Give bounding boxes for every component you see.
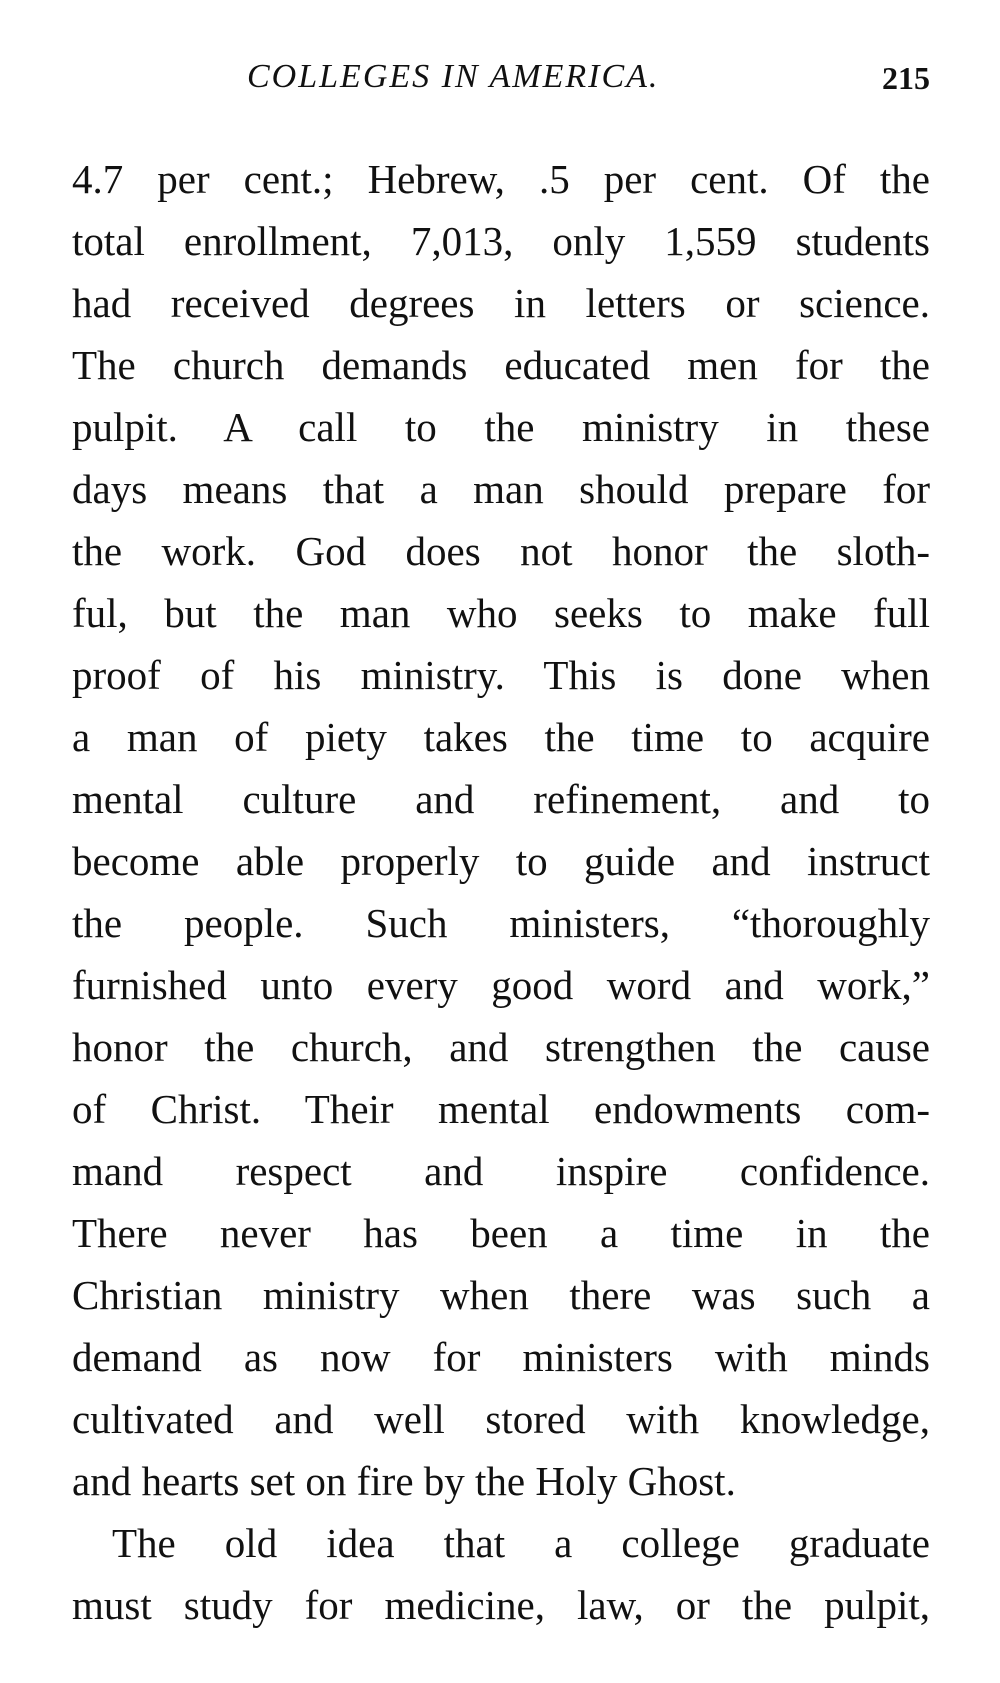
body-text xyxy=(72,148,930,1636)
text-line: had received degrees in letters or science. xyxy=(72,280,930,326)
text-line: There never has been a time in the xyxy=(72,1210,930,1256)
text-line: and hearts set on fire by the Holy Ghost. xyxy=(72,1458,736,1504)
text-line: pulpit. A call to the ministry in these xyxy=(72,404,930,450)
text-line: a man of piety takes the time to acquire xyxy=(72,714,930,760)
text-line: the work. God does not honor the sloth- xyxy=(72,528,930,574)
text-line: proof of his ministry. This is done when xyxy=(72,652,930,698)
text-line: demand as now for ministers with minds xyxy=(72,1334,930,1380)
text-line: must study for medicine, law, or the pulpit, xyxy=(72,1582,930,1628)
text-line: of Christ. Their mental endowments com- xyxy=(72,1086,930,1132)
running-title: COLLEGES IN AMERICA. xyxy=(247,58,660,95)
page-number: 215 xyxy=(882,60,930,96)
text-line: the people. Such ministers, “thoroughly xyxy=(72,900,930,946)
text-line: become able properly to guide and instruct xyxy=(72,838,930,884)
text-line: furnished unto every good word and work,” xyxy=(72,962,930,1008)
text-line: Christian ministry when there was such a xyxy=(72,1272,930,1318)
text-line: cultivated and well stored with knowledge, xyxy=(72,1396,930,1442)
text-line: mental culture and refinement, and to xyxy=(72,776,930,822)
text-line: mand respect and inspire confidence. xyxy=(72,1148,930,1194)
running-head xyxy=(72,58,930,108)
paragraph-2 xyxy=(72,1512,930,1636)
text-line: total enrollment, 7,013, only 1,559 students xyxy=(72,218,930,264)
paragraph-1 xyxy=(72,148,930,1512)
text-line: honor the church, and strengthen the cause xyxy=(72,1024,930,1070)
text-line: The church demands educated men for the xyxy=(72,342,930,388)
text-line: days means that a man should prepare for xyxy=(72,466,930,512)
text-line: 4.7 per cent.; Hebrew, .5 per cent. Of the xyxy=(72,156,930,202)
text-line: ful, but the man who seeks to make full xyxy=(72,590,930,636)
text-line: The old idea that a college graduate xyxy=(112,1520,930,1566)
